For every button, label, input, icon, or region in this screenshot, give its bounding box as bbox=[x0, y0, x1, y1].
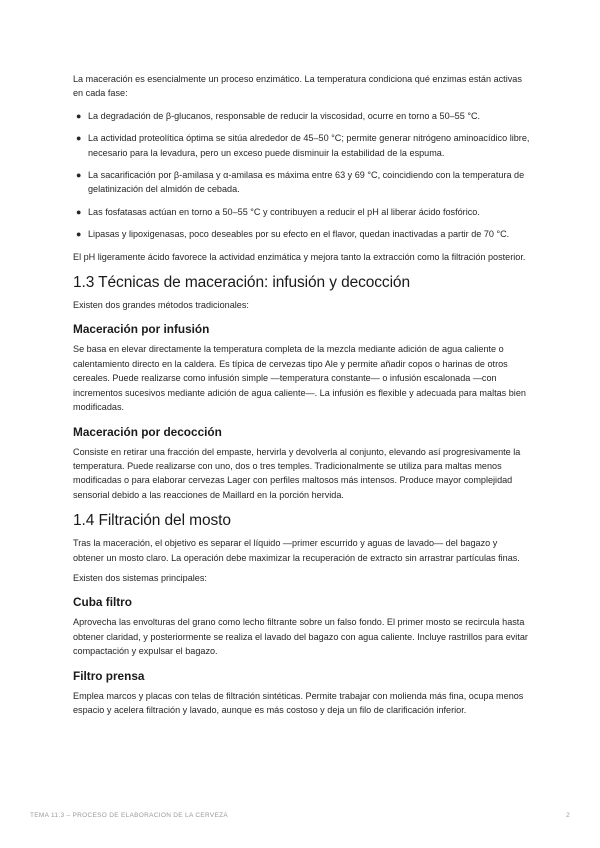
subheading-lauter-tun: Cuba filtro bbox=[73, 595, 132, 610]
subheading-filter-press: Filtro prensa bbox=[73, 668, 145, 683]
document-body bbox=[73, 72, 530, 717]
infusion-paragraph: Se basa en elevar directamente la temperatura completa de la mezcla mediante adición de agua caliente o calentamiento directo en la caldera. Es típica de cervezas tipo Ale y permite añadir copos o harinas de otros cereales. Puede realizarse como infusión simple —temperatura constante— o infusión escalonada —con incrementos sucesivos mediante adición de agua caliente—. La infusión es flexible y adecuada para maltas bien modificadas. bbox=[73, 344, 526, 413]
page-number: 2 bbox=[566, 812, 570, 819]
section-intro: Existen dos grandes métodos tradicionales: bbox=[73, 300, 249, 311]
bullet-icon: ● bbox=[76, 206, 82, 217]
bullet-icon: ● bbox=[76, 133, 82, 144]
page-footer bbox=[30, 812, 570, 819]
systems-intro: Existen dos sistemas principales: bbox=[73, 572, 207, 583]
list-item bbox=[73, 168, 530, 197]
filtration-paragraph: Tras la maceración, el objetivo es separar el líquido —primer escurrido y aguas de lavado— del bagazo y obtener un mosto claro. La operación debe maximizar la recuperación de extracto sin arrastrar partículas finas. bbox=[73, 538, 520, 563]
subheading-decoction: Maceración por decocción bbox=[73, 424, 222, 439]
list-item bbox=[73, 131, 530, 160]
decoction-paragraph: Consiste en retirar una fracción del empaste, hervirla y devolverla al conjunto, elevando así progresivamente la temperatura. Puede realizarse con uno, dos o tres temples. Tradicionalmente se utiliza para maltas menos modificadas o para elaborar cervezas Lager con perfiles maltosos más intensos. Produce mayor complejidad sensorial debido a las reacciones de Maillard en la porción hervida. bbox=[73, 446, 521, 500]
footer-label: TEMA 11.3 – PROCESO DE ELABORACION DE LA CERVEZA bbox=[30, 812, 229, 819]
bullet-icon: ● bbox=[76, 110, 82, 121]
list-item bbox=[73, 205, 530, 219]
bullet-icon: ● bbox=[76, 229, 82, 240]
ph-paragraph: El pH ligeramente ácido favorece la actividad enzimática y mejora tanto la extracción como la filtración posterior. bbox=[73, 251, 526, 262]
list-item-text: La actividad proteolítica óptima se sitúa alrededor de 45–50 °C; permite generar nitrógeno aminoacídico libre, necesario para la levadura, pero un exceso puede disminuir la estabilidad de la espuma. bbox=[88, 133, 530, 158]
intro-paragraph: La maceración es esencialmente un proceso enzimático. La temperatura condiciona qué enzimas están activas en cada fase: bbox=[73, 74, 522, 99]
list-item-text: La degradación de β-glucanos, responsable de reducir la viscosidad, ocurre en torno a 50–55 °C. bbox=[88, 110, 481, 121]
list-item-text: La sacarificación por β-amilasa y α-amilasa es máxima entre 63 y 69 °C, coincidiendo con la temperatura de gelatinización del almidón de cebada. bbox=[88, 170, 525, 195]
section-heading-1-3: 1.3 Técnicas de maceración: infusión y decocción bbox=[73, 274, 410, 292]
enzyme-list bbox=[73, 109, 530, 242]
list-item bbox=[73, 109, 530, 123]
subheading-infusion: Maceración por infusión bbox=[73, 322, 210, 337]
bullet-icon: ● bbox=[76, 170, 82, 181]
filter-press-paragraph: Emplea marcos y placas con telas de filtración sintéticas. Permite trabajar con molienda más fina, ocupa menos espacio y acelera filtración y lavado, aunque es más costoso y deja un filo de clarificación inferior. bbox=[73, 690, 524, 715]
list-item bbox=[73, 227, 530, 241]
section-heading-1-4: 1.4 Filtración del mosto bbox=[73, 512, 231, 530]
lauter-tun-paragraph: Aprovecha las envolturas del grano como lecho filtrante sobre un falso fondo. El primer mosto se recircula hasta obtener claridad, y posteriormente se realiza el lavado del bagazo con agua caliente. Incluye rastrillos para evitar compactación y expulsar el bagazo. bbox=[73, 617, 528, 657]
list-item-text: Lipasas y lipoxigenasas, poco deseables por su efecto en el flavor, quedan inactivadas a partir de 70 °C. bbox=[88, 229, 510, 240]
list-item-text: Las fosfatasas actúan en torno a 50–55 °C y contribuyen a reducir el pH al liberar ácido fosfórico. bbox=[88, 206, 480, 217]
